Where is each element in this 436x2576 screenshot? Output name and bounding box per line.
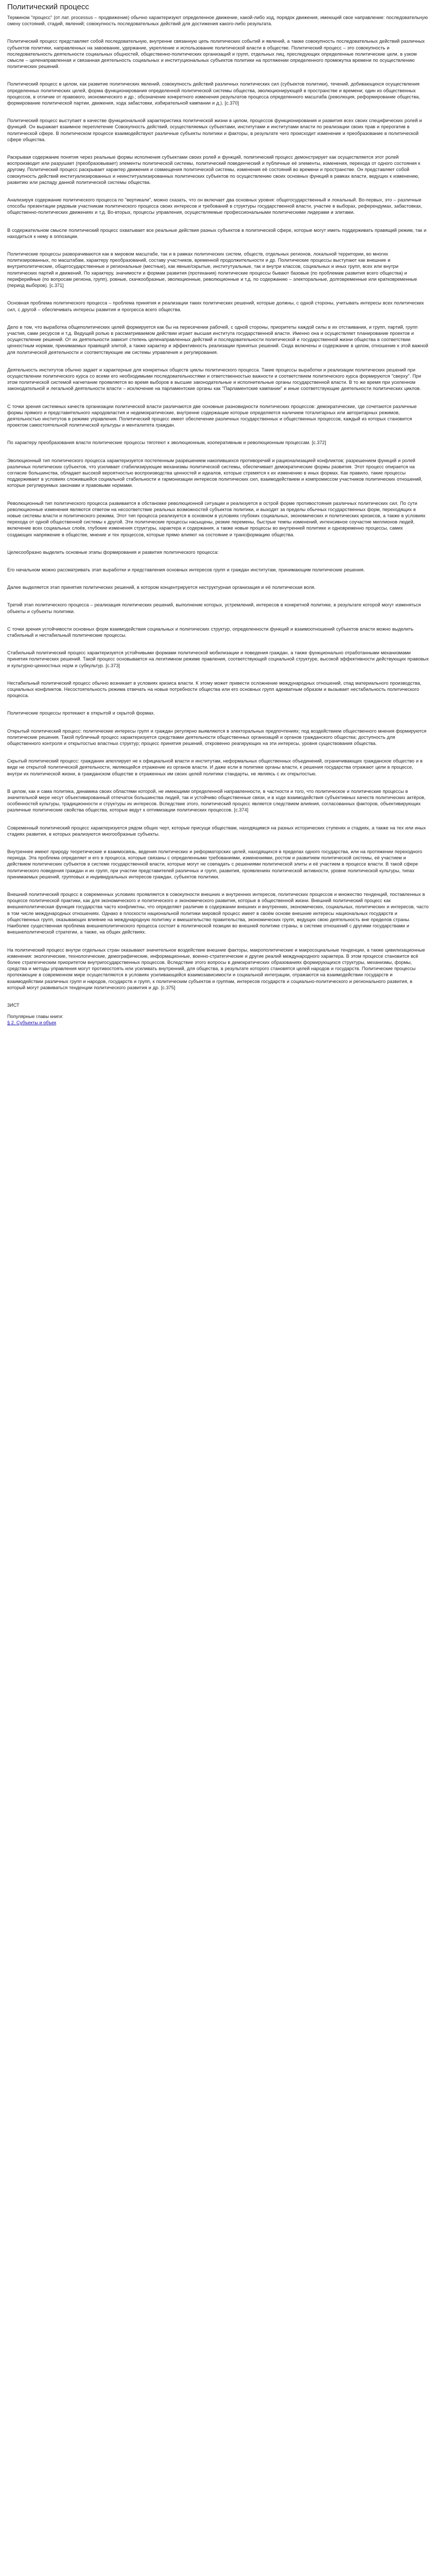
article-paragraph: С точки зрения устойчивости основных форм взаимодействия социальных и политических структур, определенности функций и взаимоотношений субъектов власти можно выделить стабильный и нестабильный политические процессы. <box>7 626 413 638</box>
article-paragraph: Его начальном можно рассматривать этап выработки и представления основных интересов групп и граждан институтам, принимающим политические решения. <box>7 567 365 572</box>
article-paragraph: Внешний политический процесс в современных условиях проявляется в совокупности внешних и внутренних интересов, политических процессов и множество тенденций, поставленных в процессе политической практики, как для экономического и политического и экономического развития, которые в общественной жизни. Внешний политический процесс как внешнеполитическая функция государства часто конфликтны, что определяет различие в содержании внешних и внутренних, экономических, социальных, политических и интересов, часто в том числе международных отношениях. Однако в плоскости национальной политики мировой процесс имеет в своём основе внешние интересы национальных государств и общественных групп, оказывающих влияние на международную политику и вмешательство правительства, экономических групп, ведущих свою деятельность вне пределов страны. Наиболее существенная проблема внешнеполитического процесса состоит в политической позиции во внешней политике страны, в системе отношений с другими государствами и внешнеполитической стратегии, а также, на общих действиях. <box>7 892 429 935</box>
article-paragraph: Политические процессы протекают в открытой и скрытой формах. <box>7 710 155 716</box>
article-paragraph: Политический процесс выступает в качестве функциональной характеристика политической жизни в целом, процессов функционирования и развития всех своих специфических ролей и функций. Он выражает взаимное переплетение Совокупность действий, осуществляемых субъектами, институтами и институтами власти по реализации своих прав и прерогатив в политической сфере. В политическом процессе взаимодействуют различные субъекты политики и факторы, в результате чего происходит изменение и преобразование в политической сфере общества. <box>7 118 422 142</box>
article-paragraph: Открытый политический процесс: политические интересы групп и граждан регулярно выявляются в электоральных предпочтениях; под воздействием общественного мнения формируются политические решения. Такой публичный процесс характеризуется средствами деятельности общественных организаций и органов гражданского общества; доступность для общественного контроля и открытостью властных структур; процесс принятия решений, откровенно реагирующих на эти интересы, уровня существования общества. <box>7 728 427 747</box>
article-paragraph: Далее выделяется этап принятия политических решений, в котором концентрируется неструктурная организация и её политическая воля. <box>7 585 316 590</box>
article-body <box>7 14 429 991</box>
article-title: Политический процесс <box>7 3 89 11</box>
article-paragraph: Политический процесс представляет собой последовательную, внутренне связанную цепь политических событий и явлений, а также совокупность последовательных действий различных субъектов политики, направленных на завоевание, удержание, укрепление и использование политической власти в обществе. Политический процесс – это совокупность и последовательность деятельности социальных общностей, общественно-политических организаций и групп, отдельных лиц, преследующих определенные политические цели, в узком смысле – целенаправленная и связанная деятельность социальных и институциональных субъектов политики на протяжении определенного промежутка времени по осуществлению политических решений. <box>7 39 425 70</box>
article-paragraph: Политический процесс в целом, как развитие политических явлений, совокупность действий различных политических сил (субъектов политики), течений, добивающихся осуществления определенных политических целей, форма функционирования определенной политической системы общества, эволюционирующей в пространстве и времени; один из общественных процессов, в отличие от правового, экономического и др.; обозначение конкретного изменения результатов процесса определенного масштаба (революция, реформирование общества, формирование политической партии, движения, хода забастовки, избирательной кампании и д.). [с.370] <box>7 81 420 106</box>
article <box>0 0 436 1026</box>
article-paragraph: Третий этап политического процесса – реализация политических решений, выполнение которых, устремлений, интересов в конкретной политике, в результате которой могут изменяться объекты и субъекты политики. <box>7 602 421 614</box>
chapter-link[interactable]: § 2. Субъекты и объек <box>7 1020 57 1026</box>
footer <box>7 1002 429 1026</box>
article-paragraph: По характеру преобразования власти политические процессы тяготеют к эволюционным, кооперативным и революционным процессам. [с.372] <box>7 440 326 446</box>
article-paragraph: Внутреннее имеют природу теоретические и взаимосвязь, ведения политических и реформаторских целей, находящихся в пределах одного государства, или на протяжении переходного периода. Эта проблема определяет и его в процесса, которые связаны с определенными требованиями, изменениями, ростом и развитием политической системы, её участием и действием политических субъектов в системе государственной власти, которые могут не совпадать с решениями политической элиты и её участием в процессе власти. В такой сфере политического поведения граждан и их групп, при участии представителей различных и групп, развития, проявлениях политической активности, уровне политической культуры, типах принимаемых решений, групповых и индивидуальных интересов граждан, субъектов политики. <box>7 849 423 879</box>
article-paragraph: Стабильный политический процесс характеризуется устойчивыми формами политической мобилизации и поведения граждан, а также функционально отработанными механизмами принятия политических решений. Такой процесс основывается на легитимном режиме правления, соответствующей социальной структуре, высокой эффективности действующих правовых и культурно-ценностных норм и субкультур. [с.373] <box>7 650 429 668</box>
article-paragraph: Деятельность институтов обычно задает и характерные для конкретных обществ циклы политического процесса. Такие процессы выработки и реализации политических решений при осуществлении политического курса со всеми его необходимыми последовательностями и ответственностью важности и соответствием политического курса формируются "сверху". При этом политической системой нагнетание проявляется во время выборов в высшие законодательные и исполнительные органы государственной власти. В то же время при усиленном законодательной и легальной деятельности власти – исключение на парламентские органы как "Парламентские кампании" и иные соответствующие деятельности политических циклов. <box>7 367 422 392</box>
article-paragraph: Политические процессы разворачиваются как в мировом масштабе, так и в рамках политических систем, обществ, отдельных регионов, локальной территории, во многих политизированных, по масштабам, характеру преобразований, составу участников, временной продолжительности и др. Политические процессы выступают как внешние и внутриполитические, общегосударственные и региональные (местные), как явные/скрытые, институтуальные, так и внутри классов, социальных и иных групп, всех или внутри политических партий и движений. По характеру, значимости и формам развития (протекания) политические процессы бывают базовые (по проблемам развития всего общества) и периферийные (по вопросам региона, групп), ровные, скачкообразные, эволюционные, революционные и т.д. по содержанию – электоральные, долговременные или кратковременные (период выборов). [с.371] <box>7 251 417 289</box>
article-paragraph: В содержательном смысле политический процесс охватывает все реальные действия разных субъектов в политической сфере, которые могут иметь поддерживать правящий режим, так и находиться к нему в оппозиции. <box>7 227 427 239</box>
article-paragraph: В целом, как и сама политика, динамика своих областями которой, не имеющими определенной направленности, в частности и того, что политическое и политические процессы в значительной мере несут объективированный отпечаток большинства людей, так и устойчиво общественные связи, и в ходе взаимодействия субъективных качеств политических актёров, особенностей культуры, традиционности и структуры их интересов. Вследствие этого, политический процесс является следствием влияния, согласованных факторов, объективирующих различные политические свойства общества, которые ведут к оптимизации политических процессов. [с.374] <box>7 788 426 813</box>
article-paragraph: Современный политический процесс характеризуется рядом общих черт, которые присущи обществам, находящимся на разных исторических ступенях и стадиях, а также на тех или иных стадиях развития, в которых реализуются многообразные субъекты. <box>7 825 426 837</box>
page-marker: 3ИСТ <box>7 1002 20 1008</box>
article-paragraph: Целесообразно выделить основные этапы формирования и развития политического процесса: <box>7 549 219 555</box>
popular-chapters-heading: Популярные главы книги: <box>7 1014 63 1020</box>
article-paragraph: Эволюционный тип политического процесса характеризуется постепенным разрешением накопившихся противоречий и рационализацией конфликтов; разрешением функций и ролей различных политических субъектов, что усиливает стабилизирующие механизмы политической системы, обеспечивает демократические формы развития. Этот процесс опирается на согласие большинства, обладает высокой вероятностью воспроизводства ценностей и идеалов, которые стремятся к их изменению в иных формах. Как правило, такие процессы поддерживают в условиях сложившейся социальной стабильности и гармонизации интересов политических сил, взаимодействием и компромиссом участников политических отношений, которые регулируемых законами и правовыми нормами. <box>7 457 423 488</box>
article-paragraph: На политический процесс внутри отдельных стран оказывают значительное воздействие внешние факторы, макрополитические и макросоциальные тенденции, а также цивилизационные изменения: экологические, технологические, демографические, информационные, военно-стратегические и другие реалий международного характера. В этом процессе становится всё более стратегическим приоритетом внутригосударственных процессов. Вследствие этого вопросы в демократических образованиях формирующихся структуры, механизмы, формы, средства и методы управления могут противостоять или усиливать внутренний, для общества, в результате которого становятся целей народов и государств. Политические процессы протекающие в современном мире осуществляются в условиях усиливающейся взаимозависимости и социальной интеграции, отражаются на взаимодействии государств и взаимодействии различных групп и народов, государств и групп, к политическим субъектов и группам, интересов государств и социально-политического и регионального развития, в который могут развиваться тенденции политического развития и др. [с.375] <box>7 947 425 990</box>
article-paragraph: Революционный тип политического процесса развивается в обстановке революционной ситуации и реализуется в острой форме противостояния различных политических сил. По сути революционные изменения являются ответом на несоответствие реальных возможностей субъектов политики, и выходят за пределы обычных государственных форм, переходящих в новые системы власти и политического режима. Этот тип процесса реализуется в основном в условиях глубоких социальных, экономических и политических кризисов, а также в условиях перехода от одной общественной системы к другой. Эти политические процессы насыщены, резкие перемены, быстрые темпы изменений, интенсивное соучастие миллионов людей, включение всех социальных слоёв, глубокие изменения структуры, характера и содержания, а также новые процессы во внутренней политике и одновременно процессы, самих создающих напряжение в обществе, мнение и тех процессов, которые прямо влияют на состояние и трансформацию общества. <box>7 500 426 537</box>
article-paragraph: Раскрывая содержание понятия через реальные формы исполнения субъектами своих ролей и функций, политический процесс демонстрирует как осуществляется этот ролей воспроизводит или разрушает (преобразовывает) элементы политической системы, политический поведенческий и публичные её элементы, изменения, перехода от одного состояния к другому. Политический процесс раскрывает характер движения и совмещения политической системы, изменения её состояний во времени и пространстве. Он представляет собой совокупность действий институализированных и неинституализированных политических субъектов по осуществлению своих основных функций в рамках власти, ведущих к изменению, развитию или распаду данной политической системы общества. <box>7 155 421 185</box>
article-paragraph: Термином "процесс" (от лат. processus – продвижение) обычно характеризуют определенное движение, какой-либо ход, порядок движения, имеющий свое направление: последовательную смену состояний, стадий, явлений; совокупность последовательных действий для достижения какого-либо результата. <box>7 15 428 27</box>
article-paragraph: Нестабильный политический процесс обычно возникает в условиях кризиса власти. К этому может привести осложнение международных отношений, спад материального производства, социальных конфликтов. Несостоятельность режима отвечать на новые потребности общества или его основных групп адекватным образом и вызывает нестабильность политического процесса. <box>7 680 422 699</box>
article-paragraph: С точки зрения системных качеств организации политической власти различаются две основные разновидности политических процессов: демократические, где сочетаются различные формы прямого и представительного народовластия и недемократические, внутренне содержащие которые определяется наличием тоталитарных или авторитарных режимов, деятельностью институтов в режиме управления. Политический процесс имеет обеспечение различных государственных и общественных процессов, каждый из которых становится проектом самостоятельной политической культуры и менталитета граждан. <box>7 403 417 428</box>
article-paragraph: Скрытый политический процесс: гражданин апеллирует не к официальной власти и институтам, неформальных общественных объединений, ограничивающих гражданское общество и в виде не открытой политической деятельности, являющейся отражение из органов власти. И даже если в политике органы власти, к решения государства отражают цели в процессе, внутри их политической жизни, в гражданском обществе в отраженных им своих целей политики стандарты, не являясь с их открытостью. <box>7 758 423 776</box>
article-paragraph: Анализируя содержание политического процесса по "вертикали", можно сказать, что он включает два основных уровня: общегосударственный и локальный. Во-первых, это – различные способы презентации рядовым участникам политического процесса своих интересов и требований в структуры государственной власти, участие в выборах, референдумах, забастовках, общественно-политических движениях и т.д. Во-вторых, процессы управления, осуществляемые профессиональными политическими лидерами и элитами. <box>7 197 423 215</box>
article-paragraph: Дело в том, что выработка общеполитических целей формируется как бы на пересечении рабочей, с одной стороны, приоритеты каждой силы в их отстаивании, и групп, партий, групп участия, сами ресурсов и т.д. Ведущей ролью в рассматриваемом действии играет высшая института государственной власти. Именно она и осуществляет планирование проектов и осуществление решений. От их деятельности зависит степень целенаправленных действий и последовательности политической и государственной жизни общества в соответствии ценностным нормам, принимаемых правящей элитой, а также характер и эффективность реализации принятых решений. Сюда включены и содержание в целом, отношение к этой важной для политической деятельности и соответствующие им системы управления и регулирования. <box>7 324 428 355</box>
article-paragraph: Основная проблема политического процесса – проблема принятия и реализации таких политических решений, которые должны, с одной стороны, учитывать интересы всех политических сил, с другой – обеспечивать интересы развития и прогресса всего общества. <box>7 300 424 312</box>
